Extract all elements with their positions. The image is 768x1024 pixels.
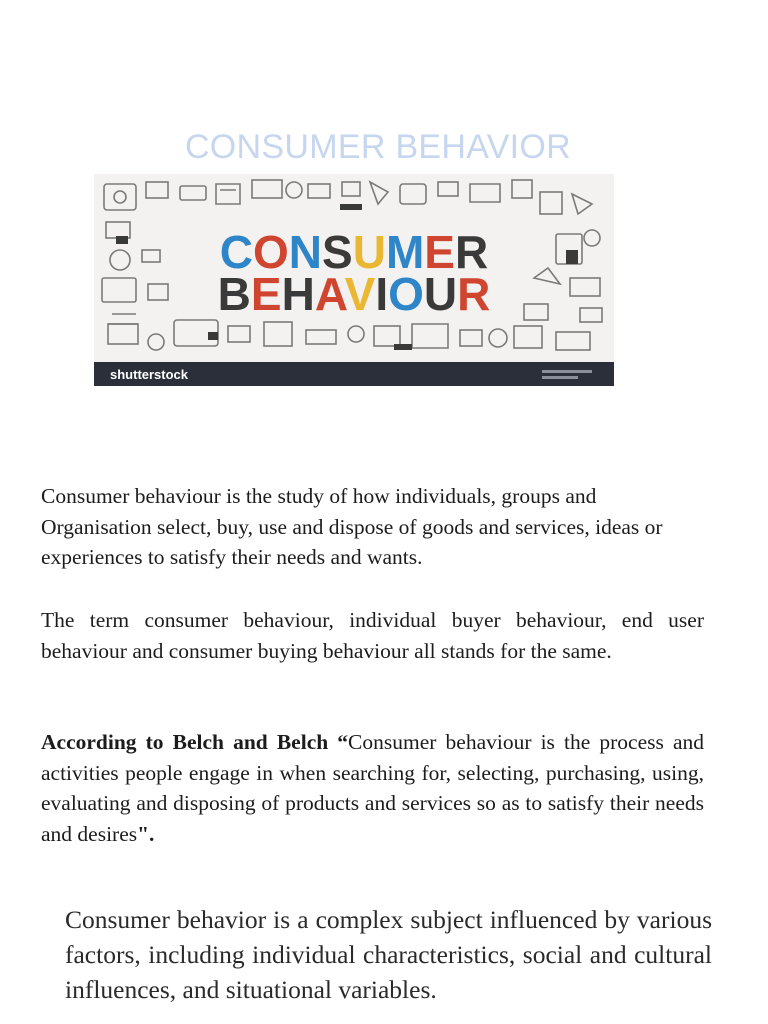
quote-close: ". <box>137 821 155 846</box>
paragraph-belch-quote <box>41 727 704 849</box>
banner-footer-mark <box>542 376 578 379</box>
banner-line-2: BEHAVIOUR <box>217 268 491 320</box>
shutterstock-logo: shutterstock <box>110 367 189 382</box>
quote-attribution: According to Belch and Belch “ <box>41 730 349 754</box>
paragraph-terms: The term consumer behaviour, individual buyer behaviour, end user behaviour and consumer buying behaviour all stands for the same. <box>41 608 704 663</box>
banner-image <box>94 174 614 386</box>
paragraph-summary: Consumer behavior is a complex subject influenced by various factors, including individual characteristics, social and cultural influences, and situational variables. <box>65 905 712 1004</box>
quote-text: Consumer behaviour is the process and activities people engage in when searching for, selecting, purchasing, using, evaluating and disposing of products and services so as to satisfy their needs and desires <box>41 730 704 846</box>
banner-illustration <box>94 174 614 386</box>
document-title: CONSUMER BEHAVIOR <box>184 128 572 166</box>
banner-footer-mark <box>542 370 592 373</box>
banner-line-1: CONSUMER <box>219 226 489 278</box>
banner-headline <box>218 226 491 320</box>
paragraph-definition: Consumer behaviour is the study of how individuals, groups and Organisation select, buy, use and dispose of goods and services, ideas or experiences to satisfy their needs and wants. <box>41 484 663 569</box>
